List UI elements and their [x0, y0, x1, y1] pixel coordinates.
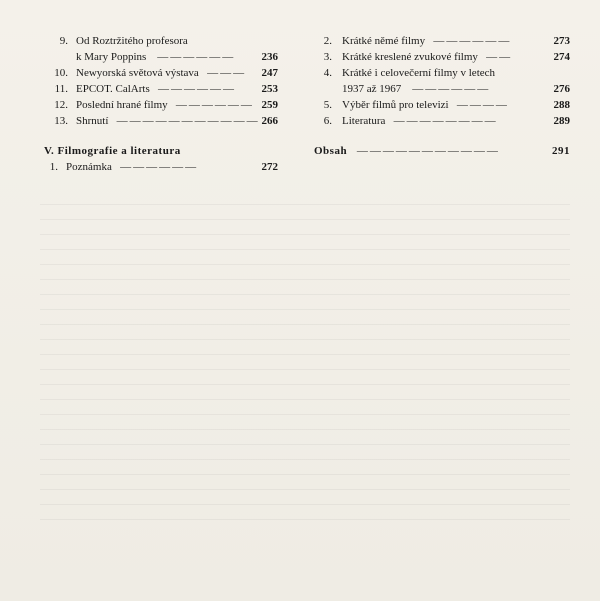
- entry-number: 6.: [323, 115, 332, 127]
- entry-title-line2: 1937 až 1967: [342, 83, 402, 95]
- entry-number: 13.: [54, 115, 68, 127]
- entry-title-text: Shrnutí: [76, 115, 109, 127]
- leader-dashes: ——————: [175, 99, 254, 111]
- toc-entry: [314, 66, 570, 82]
- entry-title: [342, 98, 509, 114]
- entry-page: 253: [261, 83, 278, 95]
- entry-page: 236: [261, 51, 278, 63]
- toc-entry-continuation: [44, 50, 278, 66]
- entry-number: 1.: [49, 161, 58, 173]
- toc-entry: [44, 82, 278, 98]
- spacer: [44, 130, 278, 144]
- entry-page: 273: [553, 35, 570, 47]
- leader-dashes: ——————: [120, 161, 199, 173]
- entry-title-text: Krátké kreslené zvukové filmy: [342, 51, 478, 63]
- entry-number: 4.: [323, 67, 332, 79]
- toc-entry: [314, 50, 570, 66]
- entry-title: [76, 66, 246, 82]
- leader-dashes: ——————: [433, 35, 512, 47]
- entry-number: 12.: [54, 99, 68, 111]
- entry-page: 276: [553, 83, 570, 95]
- toc-entry-continuation: [314, 82, 570, 98]
- entry-page: 289: [553, 115, 570, 127]
- entry-number: 3.: [323, 51, 332, 63]
- entry-title-text: Poslední hrané filmy: [76, 99, 168, 111]
- leader-dashes: ———————————: [356, 145, 500, 157]
- entry-title: [76, 98, 254, 114]
- bleed-through-text: [40, 190, 570, 530]
- leader-dashes: ——————: [158, 83, 236, 95]
- leader-dashes: ————————: [393, 115, 498, 127]
- toc-entry: [44, 66, 278, 82]
- toc-entry: [44, 98, 278, 114]
- leader-dashes: ————: [456, 99, 509, 111]
- entry-title: Od Roztržitého profesora: [76, 35, 188, 47]
- entry-number: 5.: [323, 99, 332, 111]
- toc-entry: [314, 114, 570, 130]
- toc-right-column: [314, 34, 570, 160]
- toc-entry: [314, 34, 570, 50]
- entry-number: 11.: [54, 83, 68, 95]
- toc-entry: [44, 34, 278, 50]
- toc-left-column: [44, 34, 278, 176]
- entry-title: [342, 50, 512, 66]
- toc-entry: [44, 114, 278, 130]
- entry-title-text: Literatura: [342, 115, 386, 127]
- entry-number: 10.: [54, 67, 68, 79]
- entry-number: 9.: [59, 35, 68, 47]
- entry-page: 266: [261, 115, 278, 127]
- spacer: [314, 130, 570, 144]
- entry-number: 2.: [323, 35, 332, 47]
- entry-title: [342, 114, 498, 130]
- leader-dashes: ———: [207, 67, 247, 79]
- section-label: Obsah: [314, 145, 348, 157]
- entry-page: 288: [553, 99, 570, 111]
- entry-title-continued: [342, 82, 490, 98]
- entry-title-text: Výběr filmů pro televizi: [342, 99, 449, 111]
- entry-title: [342, 34, 511, 50]
- entry-title-text: Newyorská světová výstava: [76, 67, 199, 79]
- leader-dashes: ——————: [412, 83, 491, 95]
- entry-page: 274: [553, 51, 570, 63]
- entry-page: 291: [552, 145, 570, 157]
- toc-entry: [44, 160, 278, 176]
- entry-page: 247: [261, 67, 278, 79]
- entry-title-text: Poznámka: [66, 161, 112, 173]
- entry-title: [76, 82, 236, 98]
- section-heading-contents: [314, 144, 570, 160]
- entry-page: 259: [261, 99, 278, 111]
- entry-title: Krátké i celovečerní filmy v letech: [342, 67, 496, 79]
- entry-title-line2: k Mary Poppins: [76, 51, 147, 63]
- leader-dashes: ———————————: [116, 115, 260, 127]
- entry-title: [76, 114, 260, 130]
- section-heading: V. Filmografie a literatura: [44, 145, 181, 157]
- entry-title-continued: [76, 50, 235, 66]
- leader-dashes: ——————: [157, 51, 236, 63]
- entry-title: [66, 160, 198, 176]
- leader-dashes: ——: [486, 51, 513, 63]
- toc-entry: [314, 98, 570, 114]
- entry-title-text: Krátké němé filmy: [342, 35, 426, 47]
- entry-title-text: EPCOT. CalArts: [76, 83, 150, 95]
- entry-page: 272: [261, 161, 278, 173]
